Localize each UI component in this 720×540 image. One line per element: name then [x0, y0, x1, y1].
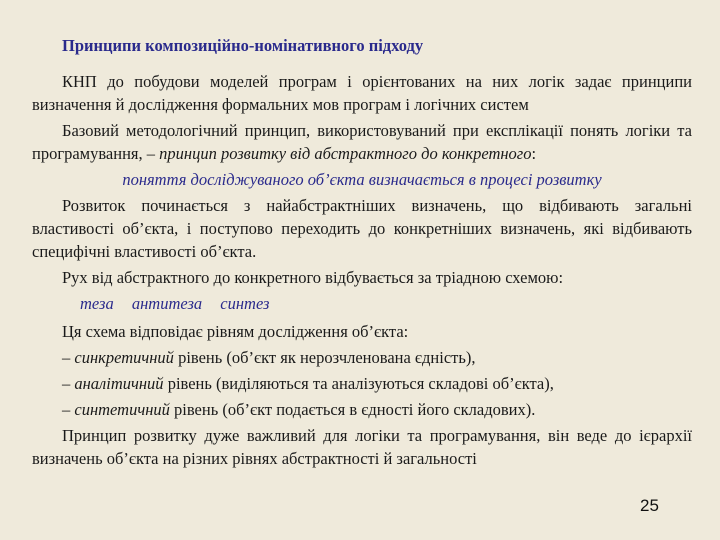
paragraph-knp: КНП до побудови моделей програм і орієнтованих на них логік задає принципи визначення й дослідження формальних мов програм і логічних систем: [32, 72, 692, 114]
principle-italic: принцип розвитку від абстрактного до конкретного: [159, 144, 532, 163]
paragraph-basic-principle: [32, 119, 692, 165]
paragraph-basic-principle-text: Базовий методологічний принцип, використовуваний при експлікації понять логіки та програмування, –: [32, 121, 692, 163]
paragraph-basic-principle-tail: :: [531, 144, 537, 163]
level-description: рівень (виділяються та аналізуються складові об’єкта),: [167, 374, 554, 393]
level-item-syncretic: [32, 346, 692, 369]
slide-content: [32, 36, 692, 473]
level-dash: –: [62, 400, 71, 419]
level-dash: –: [62, 348, 71, 367]
paragraph-triad-intro: Рух від абстрактного до конкретного відбувається за тріадною схемою:: [62, 268, 564, 287]
slide-title: Принципи композиційно-номінативного підходу: [62, 36, 424, 55]
paragraph-development: Розвиток починається з найабстрактніших визначень, що відбивають загальні властивості об’єкта, і поступово переходить до конкретніших визначень, які відбивають специфічні властивості об’єкта.: [32, 196, 692, 261]
triad-thesis: теза: [80, 294, 114, 313]
level-description: рівень (об’єкт як нерозчленована єдність),: [178, 348, 476, 367]
level-term: аналітичний: [74, 374, 164, 393]
level-dash: –: [62, 374, 71, 393]
level-description: рівень (об’єкт подається в єдності його складових).: [174, 400, 536, 419]
triad-synthesis: синтез: [220, 294, 270, 313]
paragraph-conclusion: Принцип розвитку дуже важливий для логіки та програмування, він веде до ієрархії визначень об’єкта на різних рівнях абстрактності й загальності: [32, 426, 692, 468]
level-term: синтетичний: [74, 400, 170, 419]
level-term: синкретичний: [74, 348, 174, 367]
page-number: 25: [640, 496, 659, 515]
paragraph-levels-intro: Ця схема відповідає рівням дослідження об’єкта:: [62, 322, 409, 341]
level-item-synthetic: [32, 398, 692, 421]
highlighted-statement: поняття досліджуваного об’єкта визначається в процесі розвитку: [122, 170, 602, 189]
triad-antithesis: антитеза: [131, 294, 203, 313]
level-item-analytic: [32, 372, 692, 395]
triad-scheme: [32, 292, 692, 315]
